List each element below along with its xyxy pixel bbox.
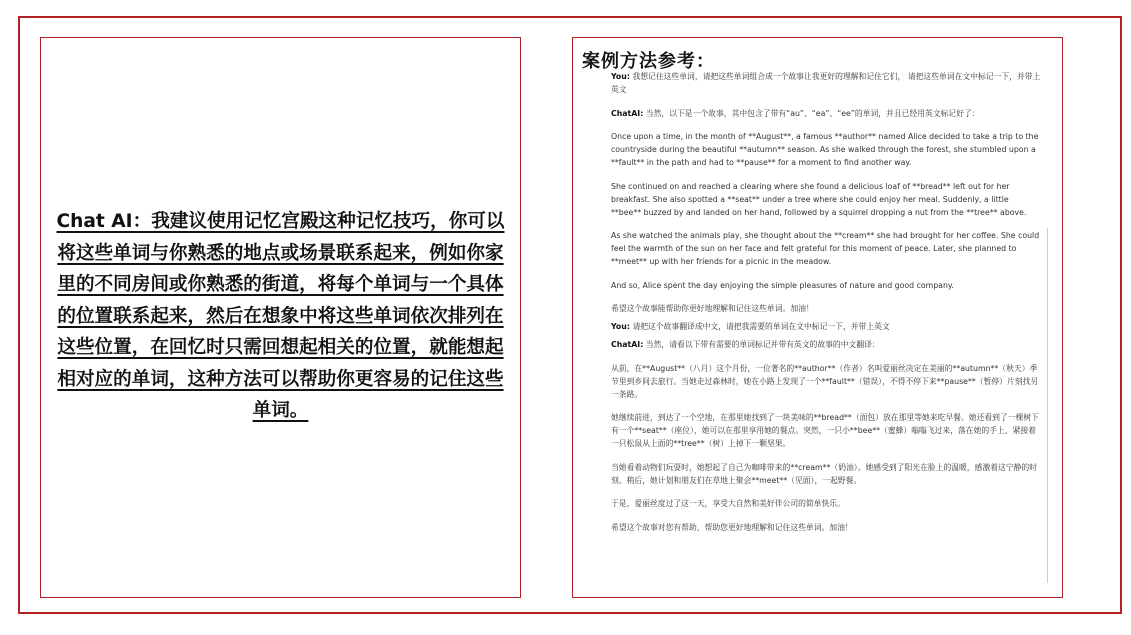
speaker-label: ChatAI:	[611, 108, 644, 118]
transcript-paragraph	[611, 497, 1041, 510]
transcript-paragraph	[611, 362, 1041, 401]
message-text: 于是，爱丽丝度过了这一天，享受大自然和美好伴公司的简单快乐。	[611, 499, 845, 508]
transcript-paragraph	[611, 320, 1041, 333]
message-text: 希望这个故事能帮助你更好地理解和记住这些单词。加油！	[611, 304, 814, 313]
transcript-paragraph	[611, 229, 1041, 268]
case-method-title: 案例方法参考：	[582, 51, 715, 72]
transcript-paragraph	[611, 521, 1041, 534]
message-text: 请把这个故事翻译成中文，请把我需要的单词在文中标记一下，并带上英文	[629, 322, 890, 331]
message-text: And so, Alice spent the day enjoying the simple pleasures of nature and good company.	[611, 280, 954, 290]
message-text: Once upon a time, in the month of **August**, a famous **author** named Alice decided to take a trip to the countryside during the beautiful **autumn** season. As she walked through the forest, she stumbled upon a **fault** in the path and had to **pause** for a moment to find another way.	[611, 132, 1039, 167]
transcript-paragraph	[611, 180, 1041, 219]
transcript-paragraph	[611, 130, 1041, 169]
chat-transcript	[611, 70, 1041, 544]
message-text: 她继续前进，到达了一个空地，在那里她找到了一块美味的**bread**（面包）放在那里等她来吃早餐。她还看到了一棵树下有一个**seat**（座位），她可以在那里享用她的餐点。突然，一只小**bee**（蜜蜂）嗡嗡飞过来，落在她的手上，紧接着一只松鼠从上面的**tree**（树）上掉下一颗坚果。	[611, 413, 1039, 448]
speaker-label: ChatAI:	[611, 340, 644, 349]
transcript-paragraph	[611, 461, 1041, 487]
message-text: 从前，在**August**（八月）这个月份，一位著名的**author**（作者）名叫爱丽丝决定在美丽的**autumn**（秋天）季节里到乡间去旅行。当她走过森林时，她在小路上发现了一个**fault**（错误），不得不停下来**pause**（暂停）片刻找另一条路。	[611, 363, 1039, 399]
message-text: 当然，请看以下带有需要的单词标记并带有英文的故事的中文翻译：	[643, 340, 880, 349]
transcript-paragraph	[611, 107, 1041, 120]
transcript-paragraph	[611, 411, 1041, 450]
message-text: 我想记住这些单词，请把这些单词组合成一个故事让我更好的理解和记住它们， 请把这些单词在文中标记一下，并带上英文	[611, 72, 1041, 94]
transcript-paragraph	[611, 70, 1041, 96]
message-text: She continued on and reached a clearing where she found a delicious loaf of **bread** left out for her breakfast. She also spotted a **seat** under a tree where she could enjoy her meal. Suddenly, a little **bee** buzzed by and landed on her hand, followed by a squirrel dropping a nut from the **tree** above.	[611, 181, 1027, 217]
message-text: 当她看着动物们玩耍时，她想起了自己为咖啡带来的**cream**（奶油）。她感受到了阳光在脸上的温暖，感激着这宁静的时刻。稍后，她计划和朋友们在草地上聚会**meet**（见面），一起野餐。	[611, 462, 1038, 485]
scrollbar-track	[1047, 228, 1048, 583]
message-text: 希望这个故事对您有帮助，帮助您更好地理解和记住这些单词。加油！	[611, 522, 853, 532]
right-panel	[572, 37, 1063, 598]
transcript-paragraph	[611, 279, 1041, 292]
speaker-label: You:	[611, 322, 630, 331]
transcript-paragraph	[611, 338, 1041, 351]
transcript-paragraph	[611, 302, 1041, 315]
chat-ai-suggestion-text: Chat AI：我建议使用记忆宫殿这种记忆技巧，你可以将这些单词与你熟悉的地点或场景联系起来，例如你家里的不同房间或你熟悉的街道，将每个单词与一个具体的位置联系起来，然后在想象中将这些单词依次排列在这些位置，在回忆时只需回想起相关的位置，就能想起相对应的单词，这种方法可以帮助你更容易的记住这些单词。	[56, 210, 505, 422]
speaker-label: You:	[611, 72, 630, 81]
message-text: 当然，以下是一个故事，其中包含了带有“au”、“ea”、“ee”的单词，并且已经用英文标记好了：	[643, 108, 980, 118]
message-text: As she watched the animals play, she thought about the **cream** she had brought for her coffee. She could feel the warmth of the sun on her face and felt grateful for this moment of peace. Later, she planned to **meet** up with her friends for a picnic in the meadow.	[611, 231, 1040, 266]
left-panel	[40, 37, 521, 598]
